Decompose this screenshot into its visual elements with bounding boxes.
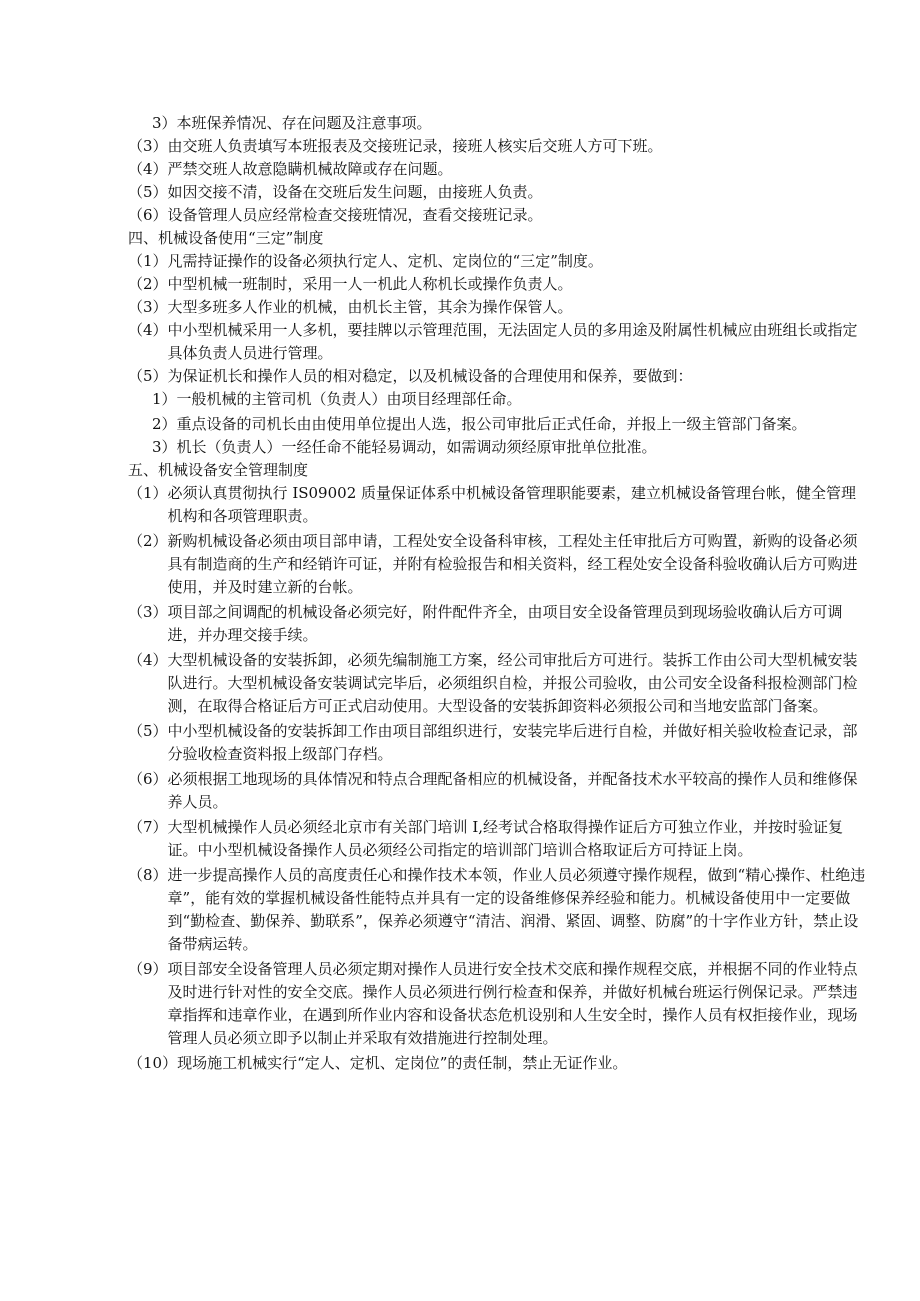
item-number: （5） bbox=[128, 367, 168, 385]
list-item bbox=[128, 649, 870, 718]
list-item bbox=[128, 601, 870, 647]
item-number: 1） bbox=[152, 390, 177, 408]
item-text: 机长（负责人）一经任命不能轻易调动，如需调动须经原审批单位批准。 bbox=[176, 438, 657, 456]
item-number: 3） bbox=[152, 438, 177, 456]
item-text: 重点设备的司机长由由使用单位提出人选，报公司审批后正式任命，并报上一级主管部门备案。 bbox=[176, 415, 807, 433]
item-text: 大型多班多人作业的机械，由机长主管，其余为操作保管人。 bbox=[167, 298, 573, 316]
list-item bbox=[128, 436, 870, 459]
item-number: （6） bbox=[128, 206, 168, 224]
item-number: （7） bbox=[128, 818, 168, 836]
item-number: （2） bbox=[128, 532, 168, 550]
list-item bbox=[128, 530, 870, 599]
item-text: 凡需持证操作的设备必须执行定人、定机、定岗位的“三定”制度。 bbox=[167, 252, 603, 270]
item-text: 现场施工机械实行“定人、定机、定岗位”的责任制，禁止无证作业。 bbox=[177, 1054, 628, 1072]
item-text: 设备管理人员应经常检查交接班情况，查看交接班记录。 bbox=[167, 206, 543, 224]
list-item bbox=[128, 768, 870, 814]
item-text: 中小型机械采用一人多机，要挂牌以示管理范围，无法固定人员的多用途及附属性机械应由班组长或指定具体负责人员进行管理。 bbox=[167, 321, 858, 362]
item-number: （2） bbox=[128, 275, 168, 293]
item-number: （3） bbox=[128, 137, 168, 155]
item-number: （8） bbox=[128, 866, 168, 884]
item-number: 2） bbox=[152, 415, 177, 433]
item-text: 严禁交班人故意隐瞒机械故障或存在问题。 bbox=[167, 160, 453, 178]
item-text: 项目部安全设备管理人员必须定期对操作人员进行安全技术交底和操作规程交底，并根据不同的作业特点及时进行针对性的安全交底。操作人员必须进行例行检查和保养，并做好机械台班运行例保记录。严禁违章指挥和违章作业，在遇到所作业内容和设备状态危机设别和人生安全时，操作人员有权拒接作业，现场管理人员必须立即予以制止并采取有效措施进行控制处理。 bbox=[167, 960, 858, 1047]
list-item bbox=[128, 135, 870, 158]
list-item bbox=[128, 273, 870, 296]
list-item bbox=[128, 720, 870, 766]
item-text: 中小型机械设备的安装拆卸工作由项目部组织进行，安装完毕后进行自检，并做好相关验收检查记录，部分验收检查资料报上级部门存档。 bbox=[167, 722, 858, 763]
item-number: （1） bbox=[128, 252, 168, 270]
list-item bbox=[128, 319, 870, 365]
list-item bbox=[128, 181, 870, 204]
item-number: （1） bbox=[128, 484, 168, 502]
item-text: 项目部之间调配的机械设备必须完好，附件配件齐全，由项目安全设备管理员到现场验收确认后方可调进，并办理交接手续。 bbox=[167, 603, 843, 644]
item-number: （5） bbox=[128, 722, 168, 740]
item-number: 3） bbox=[152, 114, 177, 132]
item-text: 由交班人负责填写本班报表及交接班记录，接班人核实后交班人方可下班。 bbox=[167, 137, 663, 155]
item-number: （9） bbox=[128, 960, 168, 978]
list-item bbox=[128, 1052, 870, 1075]
item-number: （6） bbox=[128, 770, 168, 788]
list-item bbox=[128, 365, 870, 388]
list-item bbox=[128, 864, 870, 956]
document-body bbox=[128, 112, 870, 1075]
item-text: 为保证机长和操作人员的相对稳定，以及机械设备的合理使用和保养，要做到： bbox=[167, 367, 693, 385]
section-heading bbox=[128, 227, 870, 250]
item-number: （5） bbox=[128, 183, 168, 201]
item-number: （3） bbox=[128, 603, 168, 621]
list-item bbox=[128, 158, 870, 181]
item-text: 大型机械操作人员必须经北京市有关部门培训 I,经考试合格取得操作证后方可独立作业，并按时验证复证。中小型机械设备操作人员必须经公司指定的培训部门培训合格取证后方可持证上岗。 bbox=[167, 818, 844, 859]
item-text: 大型机械设备的安装拆卸，必须先编制施工方案，经公司审批后方可进行。装拆工作由公司大型机械安装队进行。大型机械设备安装调试完毕后，必须组织自检，并报公司验收，由公司安全设备科报检测部门检测，在取得合格证后方可正式启动使用。大型设备的安装拆卸资料必须报公司和当地安监部门备案。 bbox=[167, 651, 858, 715]
item-text: 新购机械设备必须由项目部申请，工程处安全设备科审核，工程处主任审批后方可购置，新购的设备必须具有制造商的生产和经销许可证，并附有检验报告和相关资料，经工程处安全设备科验收确认后方可购进使用，并及时建立新的台帐。 bbox=[167, 532, 858, 596]
heading-text: 四、机械设备使用“三定”制度 bbox=[128, 229, 324, 247]
item-text: 必须根据工地现场的具体情况和特点合理配备相应的机械设备，并配备技术水平较高的操作人员和维修保养人员。 bbox=[167, 770, 858, 811]
item-number: （4） bbox=[128, 651, 168, 669]
section-heading bbox=[128, 459, 870, 482]
list-item bbox=[128, 204, 870, 227]
item-number: （10） bbox=[128, 1054, 178, 1072]
list-item bbox=[128, 388, 870, 411]
list-item bbox=[128, 250, 870, 273]
item-text: 进一步提高操作人员的高度责任心和操作技术本领，作业人员必须遵守操作规程，做到“精心操作、杜绝违章”，能有效的掌握机械设备性能特点并具有一定的设备维修保养经验和能力。机械设备使用中一定要做到“勤检查、勤保养、勤联系”，保养必须遵守“清洁、润滑、紧固、调整、防腐”的十字作业方针，禁止设备带病运转。 bbox=[167, 866, 866, 953]
list-item bbox=[128, 413, 870, 436]
list-item bbox=[128, 482, 870, 528]
item-number: （3） bbox=[128, 298, 168, 316]
item-text: 中型机械一班制时，采用一人一机此人称机长或操作负责人。 bbox=[167, 275, 573, 293]
item-text: 如因交接不清，设备在交班后发生问题，由接班人负责。 bbox=[167, 183, 543, 201]
item-text: 本班保养情况、存在问题及注意事项。 bbox=[176, 114, 432, 132]
list-item bbox=[128, 816, 870, 862]
item-text: 一般机械的主管司机（负责人）由项目经理部任命。 bbox=[176, 390, 522, 408]
item-number: （4） bbox=[128, 160, 168, 178]
list-item bbox=[128, 112, 870, 135]
heading-text: 五、机械设备安全管理制度 bbox=[128, 461, 309, 479]
item-text: 必须认真贯彻执行 IS09002 质量保证体系中机械设备管理职能要素，建立机械设备管理台帐，健全管理机构和各项管理职责。 bbox=[167, 484, 857, 525]
item-number: （4） bbox=[128, 321, 168, 339]
list-item bbox=[128, 958, 870, 1050]
list-item bbox=[128, 296, 870, 319]
